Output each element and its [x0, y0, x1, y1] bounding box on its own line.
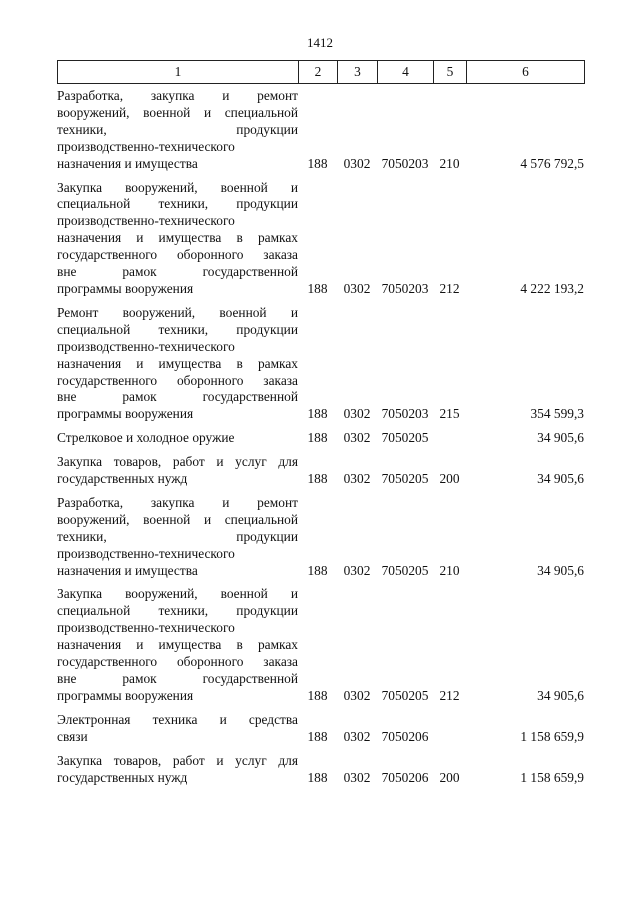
- expense-item-name-line: вооружений, военной и специальной: [57, 104, 298, 120]
- expense-type-code-cell: 212: [439, 687, 460, 703]
- ministry-code-cell: 188: [307, 769, 328, 785]
- expense-item-name-line: Закупка товаров, работ и услуг для: [57, 454, 298, 470]
- target-article-code-cell: 7050203: [381, 280, 429, 296]
- column-header-5: 5: [434, 61, 467, 84]
- amount-cell: 4 222 193,2: [520, 280, 584, 296]
- target-article-code-cell: 7050205: [381, 562, 429, 578]
- section-code-cell: 0302: [343, 280, 371, 296]
- section-code-cell: 0302: [343, 728, 371, 744]
- expense-item-name-line: назначения и имущества: [57, 155, 198, 171]
- amount-cell: 34 905,6: [537, 562, 584, 578]
- ministry-code-cell: 188: [307, 430, 328, 446]
- expense-type-code-cell: 215: [439, 406, 460, 422]
- section-code-cell: 0302: [343, 562, 371, 578]
- expense-type-code-cell: 200: [439, 471, 460, 487]
- expense-item-name-line: вне рамок государственной: [57, 264, 298, 280]
- expense-item-name-line: программы вооружения: [57, 687, 194, 703]
- expense-item-name: [57, 305, 298, 423]
- amount-cell: 34 905,6: [537, 430, 584, 446]
- section-code-cell: 0302: [343, 471, 371, 487]
- expense-item-name: [57, 430, 298, 447]
- table-row: [57, 454, 584, 488]
- table-row: [57, 180, 584, 298]
- expense-item-name-line: программы вооружения: [57, 406, 194, 422]
- expense-item-name-line: техники, продукции: [57, 121, 298, 137]
- amount-cell: 34 905,6: [537, 687, 584, 703]
- expense-item-name-line: назначения и имущества в рамках: [57, 637, 298, 653]
- table-row: [57, 753, 584, 787]
- section-code-cell: 0302: [343, 430, 371, 446]
- ministry-code-cell: 188: [307, 406, 328, 422]
- target-article-code-cell: 7050206: [381, 728, 429, 744]
- column-header-4: 4: [378, 61, 434, 84]
- expense-item-name-line: государственного оборонного заказа: [57, 654, 298, 670]
- target-article-code-cell: 7050206: [381, 769, 429, 785]
- expense-item-name-line: производственно-технического: [57, 138, 235, 154]
- target-article-code-cell: 7050205: [381, 471, 429, 487]
- expense-item-name-line: специальной техники, продукции: [57, 196, 298, 212]
- expense-item-name-line: техники, продукции: [57, 528, 298, 544]
- column-header-3: 3: [338, 61, 378, 84]
- expense-type-code-cell: 210: [439, 155, 460, 171]
- expense-item-name-line: государственных нужд: [57, 769, 188, 785]
- amount-cell: 4 576 792,5: [520, 155, 584, 171]
- expense-type-code-cell: 200: [439, 769, 460, 785]
- budget-table-body: [57, 88, 584, 793]
- expense-item-name-line: Закупка товаров, работ и услуг для: [57, 752, 298, 768]
- expense-item-name-line: программы вооружения: [57, 280, 194, 296]
- expense-item-name-line: производственно-технического: [57, 338, 235, 354]
- expense-item-name-line: государственного оборонного заказа: [57, 372, 298, 388]
- section-code-cell: 0302: [343, 406, 371, 422]
- amount-cell: 1 158 659,9: [520, 769, 584, 785]
- amount-cell: 34 905,6: [537, 471, 584, 487]
- expense-item-name-line: государственных нужд: [57, 471, 188, 487]
- target-article-code-cell: 7050203: [381, 406, 429, 422]
- expense-item-name: [57, 586, 298, 704]
- expense-item-name-line: государственного оборонного заказа: [57, 247, 298, 263]
- expense-item-name-line: производственно-технического: [57, 620, 235, 636]
- target-article-code-cell: 7050205: [381, 687, 429, 703]
- ministry-code-cell: 188: [307, 687, 328, 703]
- expense-item-name-line: Закупка вооружений, военной и: [57, 586, 298, 602]
- expense-item-name-line: Стрелковое и холодное оружие: [57, 430, 235, 446]
- section-code-cell: 0302: [343, 155, 371, 171]
- target-article-code-cell: 7050205: [381, 430, 429, 446]
- expense-item-name-line: связи: [57, 728, 88, 744]
- expense-item-name-line: производственно-технического: [57, 545, 235, 561]
- section-code-cell: 0302: [343, 687, 371, 703]
- column-header-6: 6: [467, 61, 585, 84]
- table-row: [57, 712, 584, 746]
- amount-cell: 354 599,3: [530, 406, 584, 422]
- table-row: [57, 495, 584, 580]
- expense-item-name-line: производственно-технического: [57, 213, 235, 229]
- ministry-code-cell: 188: [307, 728, 328, 744]
- expense-type-code-cell: 212: [439, 280, 460, 296]
- expense-item-name-line: вне рамок государственной: [57, 389, 298, 405]
- table-row: [57, 88, 584, 173]
- expense-item-name: [57, 180, 298, 298]
- expense-item-name-line: Разработка, закупка и ремонт: [57, 88, 298, 103]
- table-row: [57, 586, 584, 704]
- ministry-code-cell: 188: [307, 562, 328, 578]
- expense-item-name: [57, 712, 298, 746]
- column-header-2: 2: [299, 61, 338, 84]
- ministry-code-cell: 188: [307, 280, 328, 296]
- expense-item-name-line: специальной техники, продукции: [57, 321, 298, 337]
- page-number: 1412: [307, 35, 333, 50]
- expense-item-name: [57, 454, 298, 488]
- ministry-code-cell: 188: [307, 471, 328, 487]
- section-code-cell: 0302: [343, 769, 371, 785]
- expense-item-name: [57, 753, 298, 787]
- expense-item-name: [57, 88, 298, 173]
- table-row: [57, 305, 584, 423]
- column-header-row: [57, 60, 585, 84]
- expense-item-name-line: Электронная техника и средства: [57, 711, 298, 727]
- expense-item-name-line: Закупка вооружений, военной и: [57, 179, 298, 195]
- expense-item-name-line: назначения и имущества: [57, 562, 198, 578]
- expense-item-name: [57, 495, 298, 580]
- ministry-code-cell: 188: [307, 155, 328, 171]
- table-row: [57, 430, 584, 447]
- expense-item-name-line: вооружений, военной и специальной: [57, 511, 298, 527]
- expense-item-name-line: назначения и имущества в рамках: [57, 355, 298, 371]
- target-article-code-cell: 7050203: [381, 155, 429, 171]
- expense-item-name-line: специальной техники, продукции: [57, 603, 298, 619]
- expense-item-name-line: назначения и имущества в рамках: [57, 230, 298, 246]
- expense-item-name-line: Разработка, закупка и ремонт: [57, 494, 298, 510]
- expense-type-code-cell: 210: [439, 562, 460, 578]
- expense-item-name-line: Ремонт вооружений, военной и: [57, 304, 298, 320]
- amount-cell: 1 158 659,9: [520, 728, 584, 744]
- expense-item-name-line: вне рамок государственной: [57, 671, 298, 686]
- column-header-1: 1: [58, 61, 299, 84]
